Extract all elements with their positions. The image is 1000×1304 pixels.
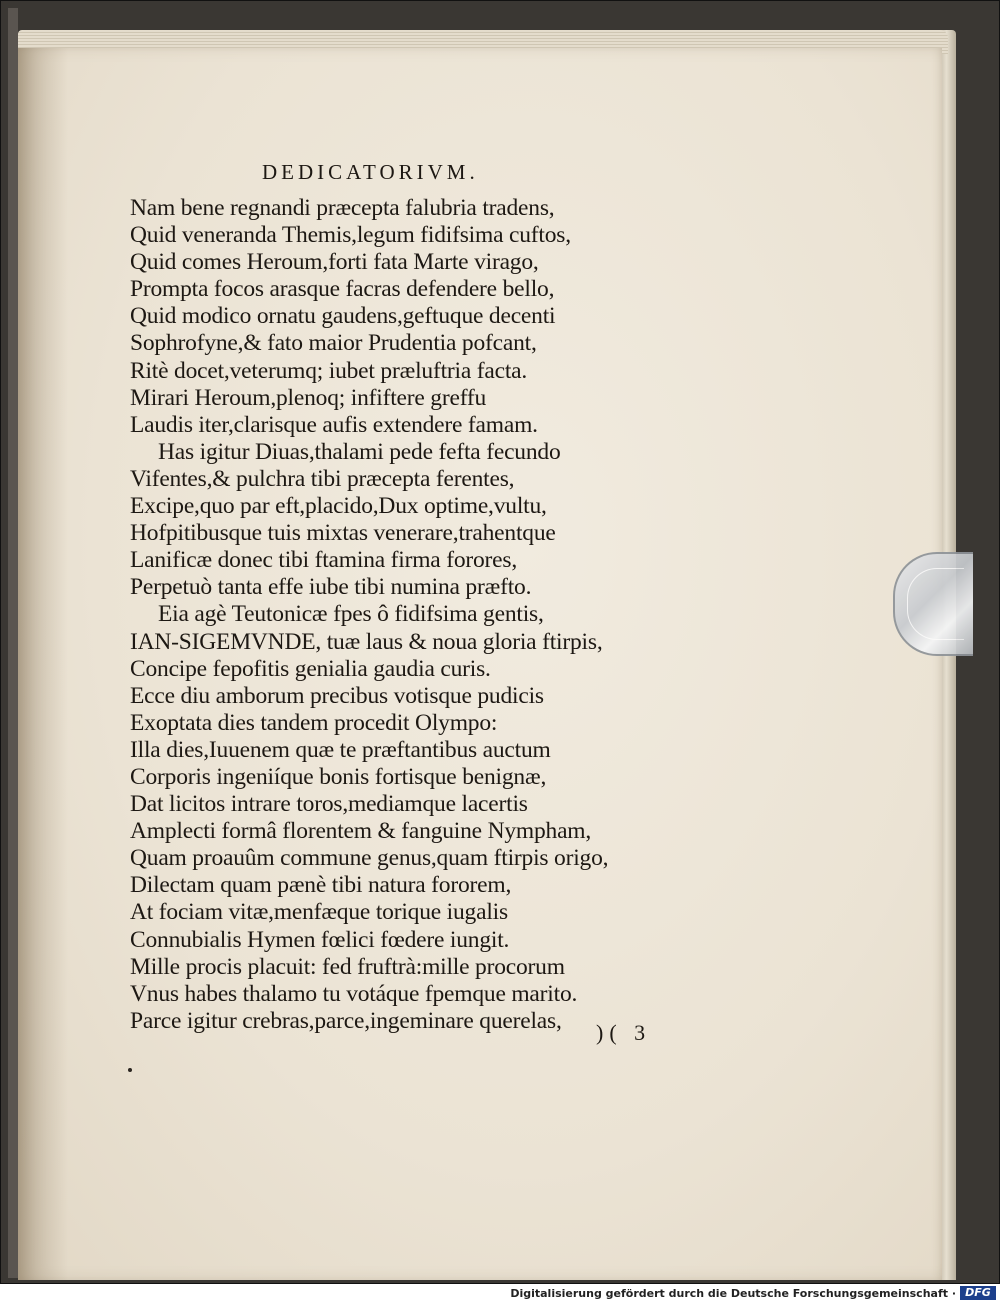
- verse-line: Exoptata dies tandem procedit Olympo:: [130, 709, 498, 736]
- dfg-logo: DFG: [960, 1286, 996, 1300]
- text-block: [130, 160, 690, 1035]
- verse-line: Corporis ingeniíque bonis fortisque benignæ,: [130, 763, 547, 790]
- verse-line: Ecce diu amborum precibus votisque pudicis: [130, 682, 544, 709]
- verse-line: Quid comes Heroum,forti fata Marte virago,: [130, 249, 539, 276]
- verse-line: At fociam vitæ,menfæque torique iugalis: [130, 899, 508, 926]
- ink-dot: [128, 1068, 132, 1072]
- verse-line: Hofpitibusque tuis mixtas venerare,trahentque: [130, 520, 556, 547]
- verse-line: Excipe,quo par eft,placido,Dux optime,vultu,: [130, 493, 547, 520]
- verse-line: Mirari Heroum,plenoq; infiftere greffu: [130, 384, 487, 411]
- verse-line: IAN-SIGEMVNDE, tuæ laus & noua gloria ftirpis,: [130, 628, 603, 655]
- funding-credit: Digitalisierung gefördert durch die Deutsche Forschungsgemeinschaft ·: [510, 1287, 956, 1300]
- verse-line: Amplecti formâ florentem & fanguine Nympham,: [130, 818, 592, 845]
- footer-bar: [0, 1284, 1000, 1304]
- verse-line: Quid modico ornatu gaudens,geftuque decenti: [130, 303, 556, 330]
- verse-line: Perpetuò tanta effe iube tibi numina præfto.: [130, 574, 532, 601]
- verse-line: Dat licitos intrare toros,mediamque lacertis: [130, 791, 528, 818]
- verse-line: Connubialis Hymen fœlici fœdere iungit.: [130, 926, 510, 953]
- metal-page-clip: [893, 552, 973, 656]
- signature-mark: )( 3: [596, 1020, 652, 1045]
- verse-lines: [130, 195, 690, 1035]
- running-head: DEDICATORIVM.: [262, 160, 479, 184]
- verse-line: Mille procis placuit: fed fruftrà:mille procorum: [130, 953, 565, 980]
- verse-line: Parce igitur crebras,parce,ingeminare querelas,: [130, 1007, 562, 1034]
- page-gutter-shadow: [18, 48, 68, 1280]
- verse-line: Quam proauûm commune genus,quam ftirpis origo,: [130, 845, 609, 872]
- verse-line: Ritè docet,veterumq; iubet præluftria facta.: [130, 357, 528, 384]
- verse-line: Concipe fepofitis genialia gaudia curis.: [130, 655, 491, 682]
- verse-line: Prompta focos arasque facras defendere bello,: [130, 276, 555, 303]
- verse-line: Vnus habes thalamo tu votáque fpemque marito.: [130, 980, 578, 1007]
- verse-line: Vifentes,& pulchra tibi præcepta ferentes,: [130, 465, 515, 492]
- verse-line: Nam bene regnandi præcepta falubria tradens,: [130, 195, 555, 221]
- verse-line: Sophrofyne,& fato maior Prudentia pofcant,: [130, 330, 537, 357]
- verse-line: Dilectam quam pænè tibi natura fororem,: [130, 872, 512, 899]
- verse-line: Illa dies,Iuuenem quæ te præftantibus auctum: [130, 736, 551, 763]
- desk-background: [8, 8, 18, 1278]
- verse-line: Eia agè Teutonicæ fpes ô fidifsima gentis,: [158, 601, 544, 628]
- verse-line: Lanificæ donec tibi ftamina firma forores,: [130, 547, 518, 574]
- verse-line: Has igitur Diuas,thalami pede fefta fecundo: [158, 438, 561, 465]
- verse-line: Quid veneranda Themis,legum fidifsima cuftos,: [130, 222, 571, 249]
- verse-line: Laudis iter,clarisque aufis extendere famam.: [130, 411, 538, 438]
